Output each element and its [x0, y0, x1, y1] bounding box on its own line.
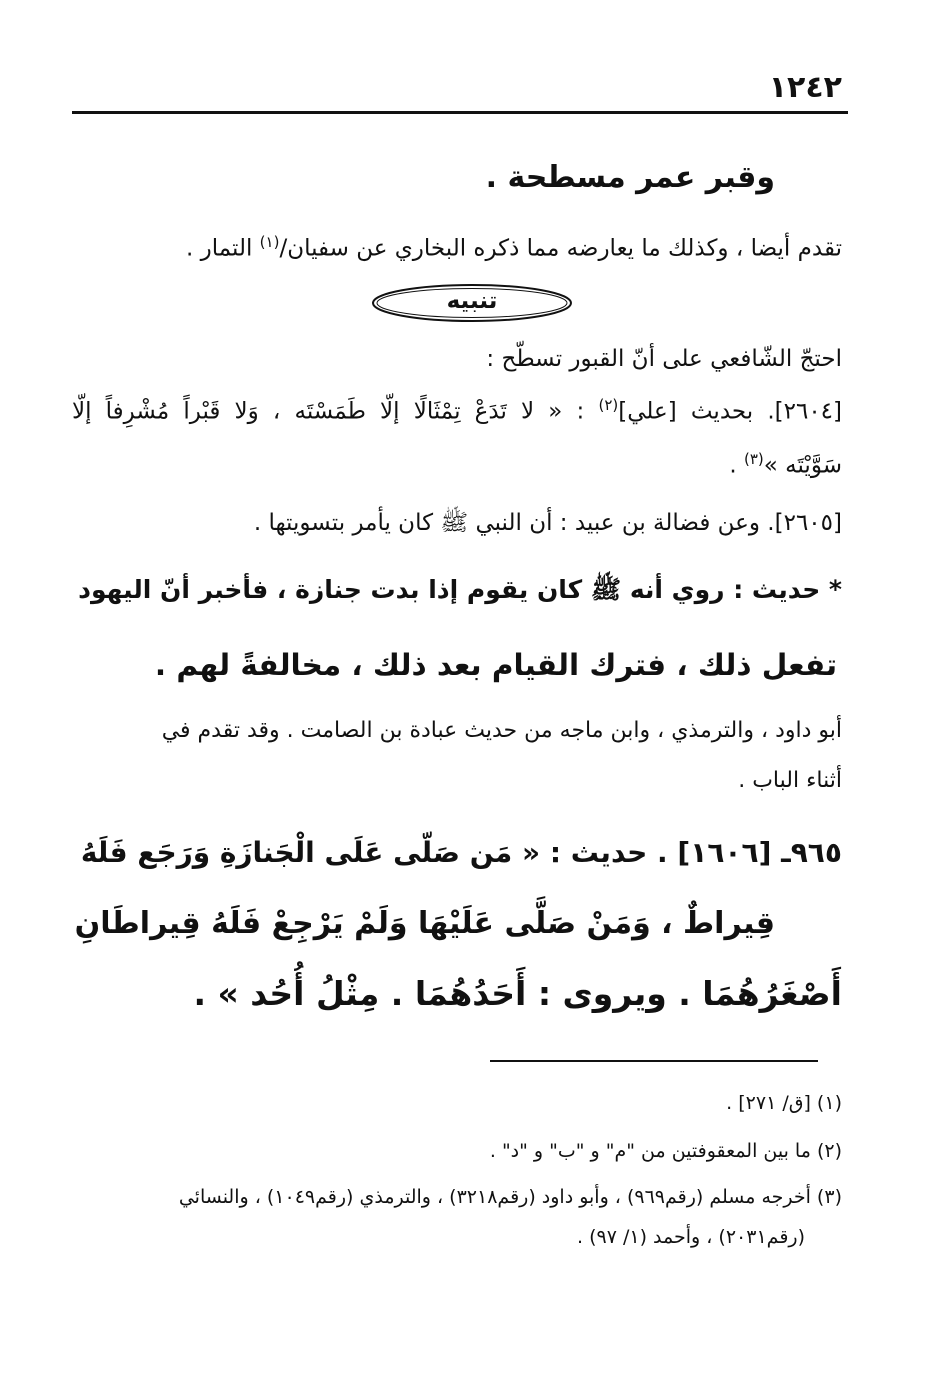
- text-line-hadith-jenaza-1: * حديث : روي أنه ﷺ كان يقوم إذا بدت جنازة ، فأخبر أنّ اليهود: [78, 575, 842, 604]
- text-segment: : « لا تَدَعْ تِمْثَالًا إلّا طَمَسْتَه ، وَلا قَبْراً مُشْرِفاً إلّا: [72, 398, 599, 425]
- text-line-qabr-umar: وقبر عمر مسطحة .: [485, 160, 775, 195]
- footnote-ref-3: (٣): [744, 450, 764, 468]
- footnote-1: (١) [ق/ ٢٧١] .: [726, 1092, 842, 1114]
- text-line-takhrij-1: أبو داود ، والترمذي ، وابن ماجه من حديث عبادة بن الصامت . وقد تقدم في: [161, 718, 842, 743]
- tanbih-heading: [370, 282, 574, 324]
- text-segment: [٢٦٠٤]. بحديث [علي]: [618, 398, 843, 425]
- text-line-ihtajja: احتجّ الشّافعي على أنّ القبور تسطّح :: [486, 346, 842, 372]
- text-segment: التمار .: [185, 235, 260, 262]
- footnote-ref-1: (١): [259, 233, 280, 251]
- text-line-hadith-965-2: قِيراطٌ ، وَمَنْ صَلَّى عَلَيْهَا وَلَمْ يَرْجِعْ فَلَهُ قِيراطَانِ: [74, 906, 775, 941]
- text-line-hadith-2605: [٢٦٠٥]. وعن فضالة بن عبيد : أن النبي ﷺ كان يأمر بتسويتها .: [253, 510, 842, 536]
- text-line-hadith-965-1: ٩٦٥ـ [١٦٠٦] . حديث : « مَن صَلّى عَلَى الْجَنازَةِ وَرَجَع فَلَهُ: [80, 836, 842, 869]
- footnote-separator: [490, 1060, 818, 1062]
- text-line-sawwaytah: [72, 450, 842, 479]
- text-line-hadith-2604: [72, 396, 842, 425]
- text-line-hadith-jenaza-2: تفعل ذلك ، فترك القيام بعد ذلك ، مخالفةً لهم .: [154, 648, 838, 682]
- text-segment: سَوَّيْتَه »: [763, 452, 842, 479]
- footnote-ref-2: (٢): [598, 396, 619, 414]
- footnote-2: (٢) ما بين المعقوفتين من "م" و "ب" و "د" .: [489, 1140, 842, 1162]
- footnote-3-line-2: (رقم٢٠٣١) ، وأحمد (١/ ٩٧) .: [577, 1226, 805, 1248]
- footnote-3-line-1: (٣) أخرجه مسلم (رقم٩٦٩) ، وأبو داود (رقم٣٢١٨) ، والترمذي (رقم١٠٤٩) ، والنسائي: [178, 1186, 842, 1208]
- text-line-taqaddam: [72, 233, 842, 262]
- text-line-takhrij-2: أثناء الباب .: [738, 768, 842, 793]
- text-segment: .: [729, 452, 744, 479]
- tanbih-label: تنبيه: [446, 288, 498, 314]
- text-line-hadith-965-3: أَصْغَرُهُمَا . ويروى : أَحَدُهُمَا . مِثْلُ أُحُد » .: [193, 974, 842, 1013]
- page-number: ١٢٤٢: [768, 70, 842, 105]
- text-segment: تقدم أيضا ، وكذلك ما يعارضه مما ذكره البخاري عن سفيان/: [279, 235, 842, 262]
- header-rule: [72, 111, 848, 114]
